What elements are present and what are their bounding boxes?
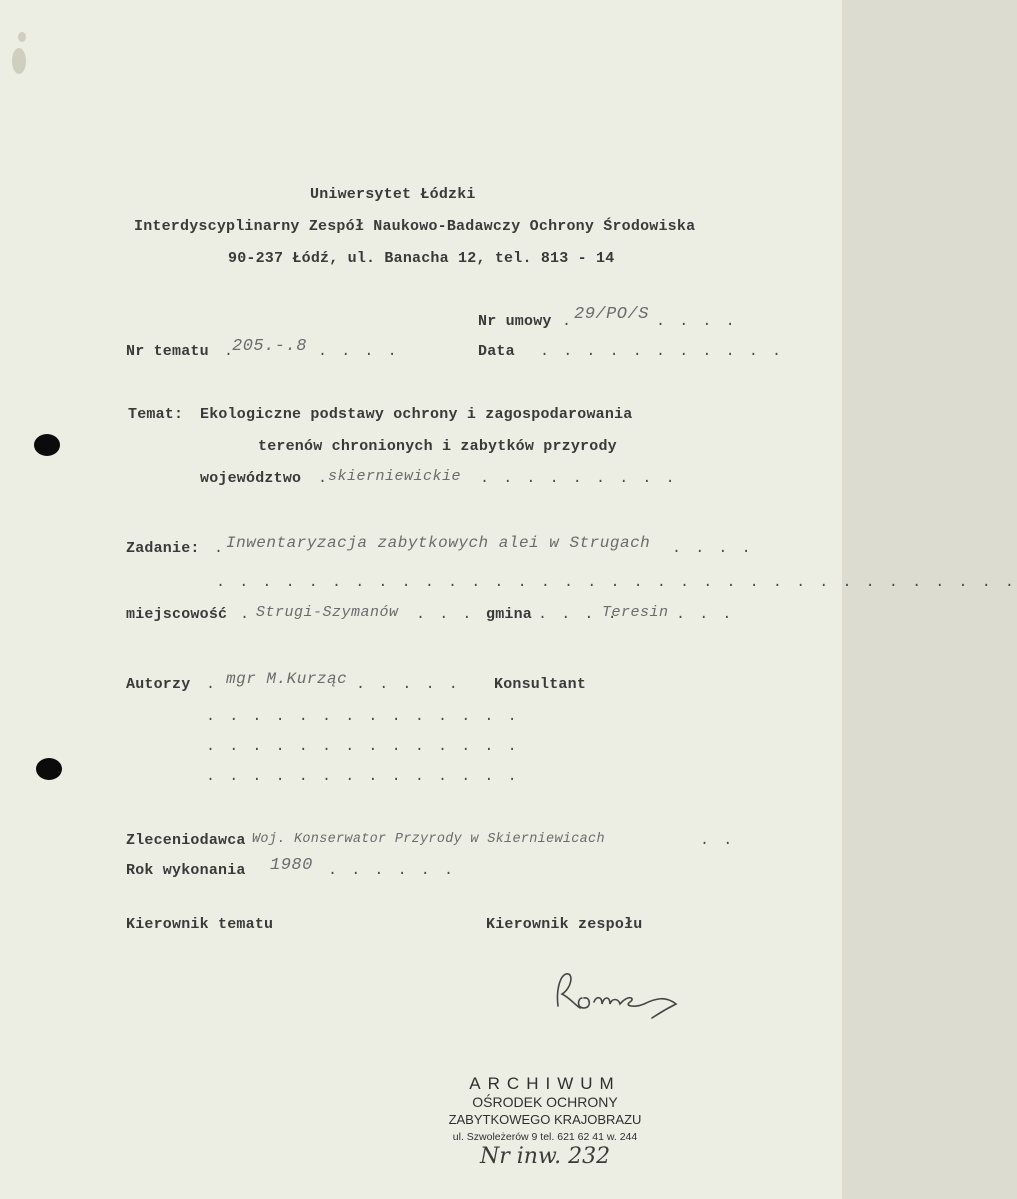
dot-leader: . . . . . . . . . xyxy=(480,470,678,487)
stamp-line-2: OŚRODEK OCHRONY xyxy=(472,1094,618,1110)
authors-dot-line: . . . . . . . . . . . . . . xyxy=(206,708,520,725)
authors-dot-line: . . . . . . . . . . . . . . xyxy=(206,738,520,755)
commune-label: gmina xyxy=(486,606,533,623)
dot-leader: . . . . xyxy=(318,343,400,360)
dot-leader: . xyxy=(562,313,574,330)
topic-line-1: Ekologiczne podstawy ochrony i zagospodarowania xyxy=(200,406,633,423)
authors-dot-line: . . . . . . . . . . . . . . xyxy=(206,768,520,785)
topic-manager-label: Kierownik tematu xyxy=(126,916,274,933)
punch-hole xyxy=(34,434,60,456)
client-value: Woj. Konserwator Przyrody w Skierniewicach xyxy=(252,832,605,847)
paper-stain xyxy=(12,48,26,74)
dot-leader: . xyxy=(240,606,252,623)
dot-leader: . . xyxy=(700,832,735,849)
voivodeship-value: skierniewickie xyxy=(328,468,462,485)
dot-leader: . . . . xyxy=(656,313,738,330)
topic-line-2: terenów chronionych i zabytków przyrody xyxy=(258,438,617,455)
task-dot-line: . . . . . . . . . . . . . . . . . . . . . . . . . . . . . . . . . . . xyxy=(216,574,1017,591)
contract-number-label: Nr umowy xyxy=(478,313,552,330)
paper-stain xyxy=(18,32,26,42)
date-dot-leader: . . . . . . . . . . . xyxy=(540,343,784,360)
dot-leader: . . . xyxy=(416,606,475,623)
dot-leader: . xyxy=(318,470,330,487)
locality-value: Strugi-Szymanów xyxy=(256,604,399,621)
dot-leader: . . . . xyxy=(538,606,620,623)
client-label: Zleceniodawca xyxy=(126,832,246,849)
consultant-label: Konsultant xyxy=(494,676,587,693)
contract-number-value: 29/PO/S xyxy=(574,305,649,324)
header-address: 90-237 Łódź, ul. Banacha 12, tel. 813 - 14 xyxy=(228,250,615,267)
handwritten-signature xyxy=(548,968,688,1028)
header-university: Uniwersytet Łódzki xyxy=(310,186,476,203)
dot-leader: . . . . . xyxy=(356,676,461,693)
date-label: Data xyxy=(478,343,515,360)
commune-value: Teresin xyxy=(602,604,669,621)
dot-leader: . . . . . . xyxy=(328,862,456,879)
topic-number-value: 205.-.8 xyxy=(232,337,307,356)
task-label: Zadanie: xyxy=(126,540,200,557)
locality-label: miejscowość xyxy=(126,606,228,623)
inventory-number: Nr inw. 232 xyxy=(480,1144,611,1169)
dot-leader: . xyxy=(206,676,218,693)
dot-leader: . . . xyxy=(676,606,735,623)
header-institute: Interdyscyplinarny Zespół Naukowo-Badawczy Ochrony Środowiska xyxy=(134,218,696,235)
authors-label: Autorzy xyxy=(126,676,191,693)
team-manager-label: Kierownik zespołu xyxy=(486,916,643,933)
dot-leader: . xyxy=(214,540,226,557)
year-label: Rok wykonania xyxy=(126,862,246,879)
punch-hole xyxy=(36,758,62,780)
authors-value: mgr M.Kurząc xyxy=(226,670,348,688)
stamp-title: ARCHIWUM xyxy=(469,1074,621,1093)
dot-leader: . xyxy=(224,343,236,360)
archive-stamp xyxy=(438,1074,652,1143)
stamp-line-3: ZABYTKOWEGO KRAJOBRAZU xyxy=(448,1112,642,1127)
task-value: Inwentaryzacja zabytkowych alei w Strugach xyxy=(226,534,651,552)
topic-label: Temat: xyxy=(128,406,184,423)
stamp-address: ul. Szwoleżerów 9 tel. 621 62 41 w. 244 xyxy=(452,1131,638,1143)
voivodeship-label: województwo xyxy=(200,470,302,487)
dot-leader: . . . . xyxy=(672,540,754,557)
year-value: 1980 xyxy=(270,856,313,875)
topic-number-label: Nr tematu xyxy=(126,343,209,360)
